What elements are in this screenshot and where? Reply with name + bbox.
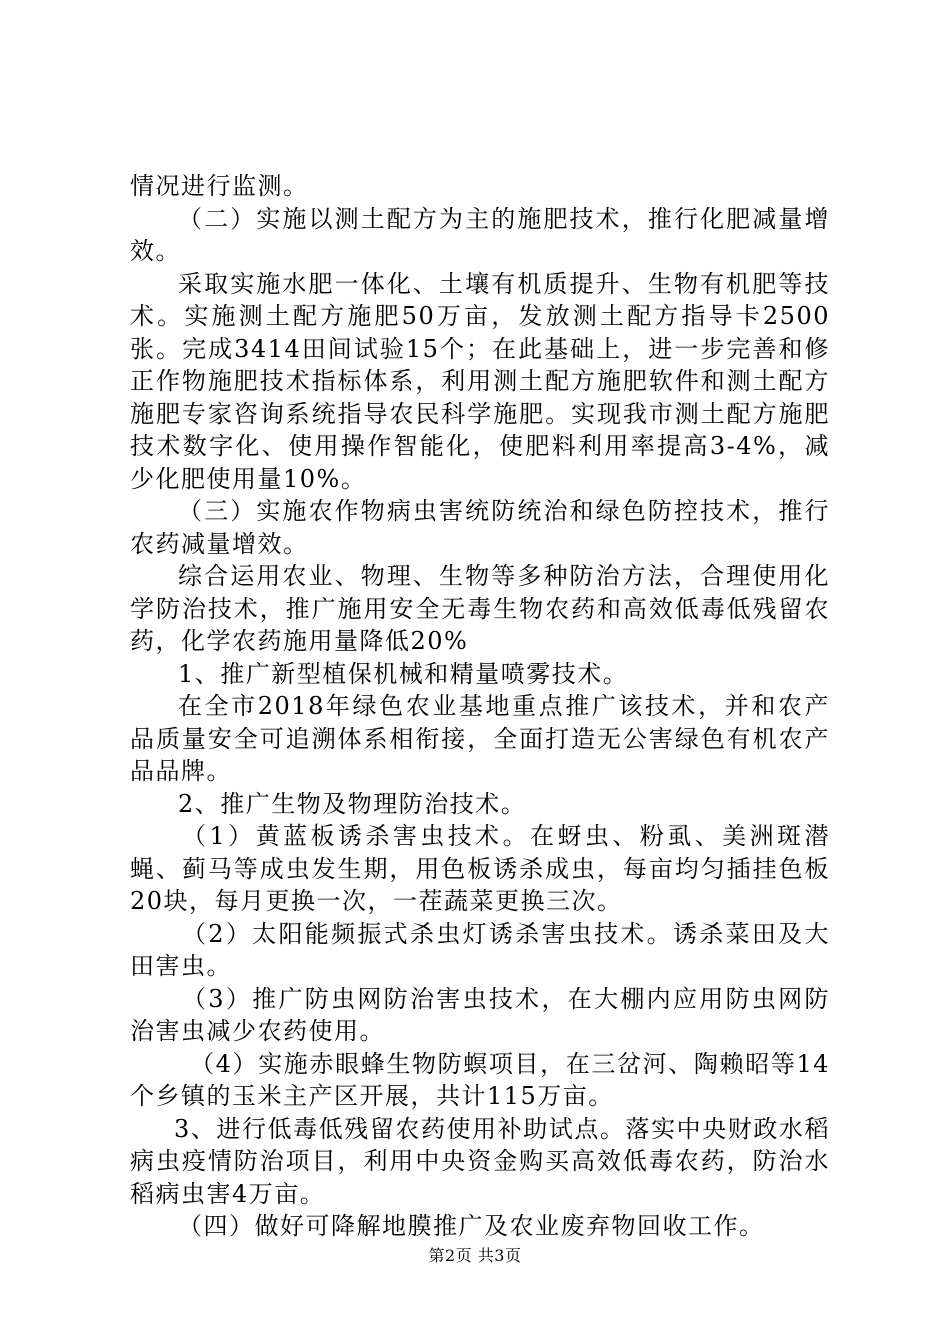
- heading-section-4: （四）做好可降解地膜推广及农业废弃物回收工作。: [178, 1212, 765, 1240]
- subheading-item-2: 2、推广生物及物理防治技术。: [178, 789, 527, 818]
- subheading-item-1: 1、推广新型植保机械和精量喷雾技术。: [178, 659, 629, 688]
- page-number: 第2页 共3页: [428, 1246, 522, 1265]
- paragraph-0: 情况进行监测。: [130, 172, 309, 200]
- heading-section-3: （三）实施农作物病虫害统防统治和绿色防控技术，推行农药减量增效。: [130, 497, 830, 558]
- list-item-4: （4）实施赤眼蜂生物防螟项目，在三岔河、陶赖昭等14个乡镇的玉米主产区开展，共计115万亩。: [130, 1049, 830, 1110]
- heading-section-2: （二）实施以测土配方为主的施肥技术，推行化肥减量增效。: [130, 204, 830, 265]
- paragraph-fertilizer: 采取实施水肥一体化、土壤有机质提升、生物有机肥等技术。实施测土配方施肥50万亩，发放测土配方指导卡2500张。完成3414田间试验15个；在此基础上，进一步完善和修正作物施肥技术指标体系，利用测土配方施肥软件和测土配方施肥专家咨询系统指导农民科学施肥。实现我市测土配方施肥技术数字化、使用操作智能化，使肥料利用率提高3-4%，减少化肥使用量10%。: [130, 269, 830, 493]
- list-item-1: （1）黄蓝板诱杀害虫技术。在蚜虫、粉虱、美洲斑潜蝇、蓟马等成虫发生期，用色板诱杀成虫，每亩均匀插挂色板20块，每月更换一次，一茬蔬菜更换三次。: [130, 822, 830, 915]
- list-item-3: （3）推广防虫网防治害虫技术，在大棚内应用防虫网防治害虫减少农药使用。: [130, 984, 830, 1045]
- document-body: [130, 170, 830, 1243]
- page-footer: [0, 1243, 950, 1266]
- paragraph-green-base: 在全市2018年绿色农业基地重点推广该技术，并和农产品质量安全可追溯体系相衔接，全面打造无公害绿色有机农产品品牌。: [130, 692, 830, 785]
- list-item-2: （2）太阳能频振式杀虫灯诱杀害虫技术。诱杀菜田及大田害虫。: [130, 919, 830, 980]
- subheading-item-3: 3、进行低毒低残留农药使用补助试点。落实中央财政水稻病虫疫情防治项目，利用中央资金购买高效低毒农药，防治水稻病虫害4万亩。: [130, 1114, 830, 1208]
- paragraph-pest-control: 综合运用农业、物理、生物等多种防治方法，合理使用化学防治技术，推广施用安全无毒生物农药和高效低毒低残留农药，化学农药施用量降低20%: [130, 562, 830, 655]
